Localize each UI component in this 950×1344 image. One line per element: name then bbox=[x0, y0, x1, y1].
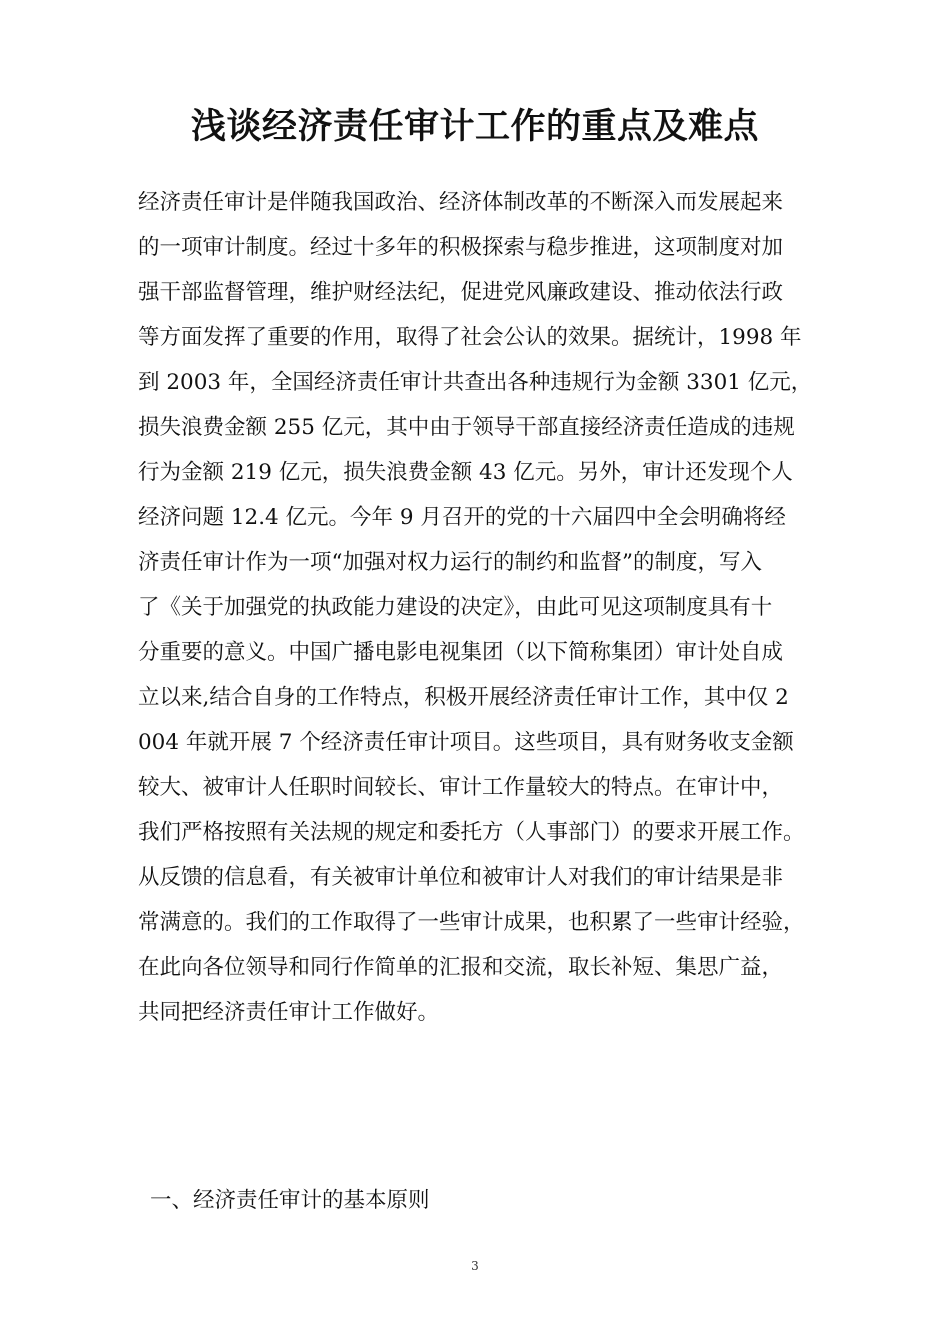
paragraph-line: 共同把经济责任审计工作做好。 bbox=[138, 1000, 440, 1025]
paragraph-line: 分重要的意义。中国广播电影电视集团（以下简称集团）审计处自成 bbox=[138, 640, 784, 665]
paragraph-line: 经济问题 12.4 亿元。今年 9 月召开的党的十六届四中全会明确将经 bbox=[138, 505, 786, 530]
paragraph-line: 立以来,结合自身的工作特点，积极开展经济责任审计工作，其中仅 2 bbox=[138, 685, 789, 710]
paragraph-line: 我们严格按照有关法规的规定和委托方（人事部门）的要求开展工作。 bbox=[138, 820, 805, 845]
document-title: 浅谈经济责任审计工作的重点及难点 bbox=[190, 107, 759, 147]
paragraph-line: 常满意的。我们的工作取得了一些审计成果，也积累了一些审计经验， bbox=[138, 910, 805, 935]
paragraph-line: 到 2003 年，全国经济责任审计共查出各种违规行为金额 3301 亿元， bbox=[138, 370, 813, 395]
paragraph-line: 损失浪费金额 255 亿元，其中由于领导干部直接经济责任造成的违规 bbox=[138, 415, 795, 440]
section-heading: 一、经济责任审计的基本原则 bbox=[150, 1188, 430, 1213]
paragraph-line: 行为金额 219 亿元，损失浪费金额 43 亿元。另外，审计还发现个人 bbox=[138, 460, 793, 485]
page-number: 3 bbox=[471, 1259, 479, 1273]
paragraph-line: 济责任审计作为一项“加强对权力运行的制约和监督”的制度，写入 bbox=[138, 550, 762, 575]
paragraph-line: 004 年就开展 7 个经济责任审计项目。这些项目，具有财务收支金额 bbox=[138, 730, 794, 755]
paragraph-line: 较大、被审计人任职时间较长、审计工作量较大的特点。在审计中， bbox=[138, 775, 784, 800]
paragraph-line: 强干部监督管理，维护财经法纪，促进党风廉政建设、推动依法行政 bbox=[138, 280, 784, 305]
intro-paragraph bbox=[138, 180, 838, 1035]
paragraph-line: 在此向各位领导和同行作简单的汇报和交流，取长补短、集思广益， bbox=[138, 955, 784, 980]
paragraph-line: 从反馈的信息看，有关被审计单位和被审计人对我们的审计结果是非 bbox=[138, 865, 784, 890]
paragraph-line: 的一项审计制度。经过十多年的积极探索与稳步推进，这项制度对加 bbox=[138, 235, 784, 260]
paragraph-line: 经济责任审计是伴随我国政治、经济体制改革的不断深入而发展起来 bbox=[138, 190, 784, 215]
paragraph-line: 等方面发挥了重要的作用，取得了社会公认的效果。据统计，1998 年 bbox=[138, 325, 802, 350]
paragraph-line: 了《关于加强党的执政能力建设的决定》，由此可见这项制度具有十 bbox=[138, 595, 773, 620]
